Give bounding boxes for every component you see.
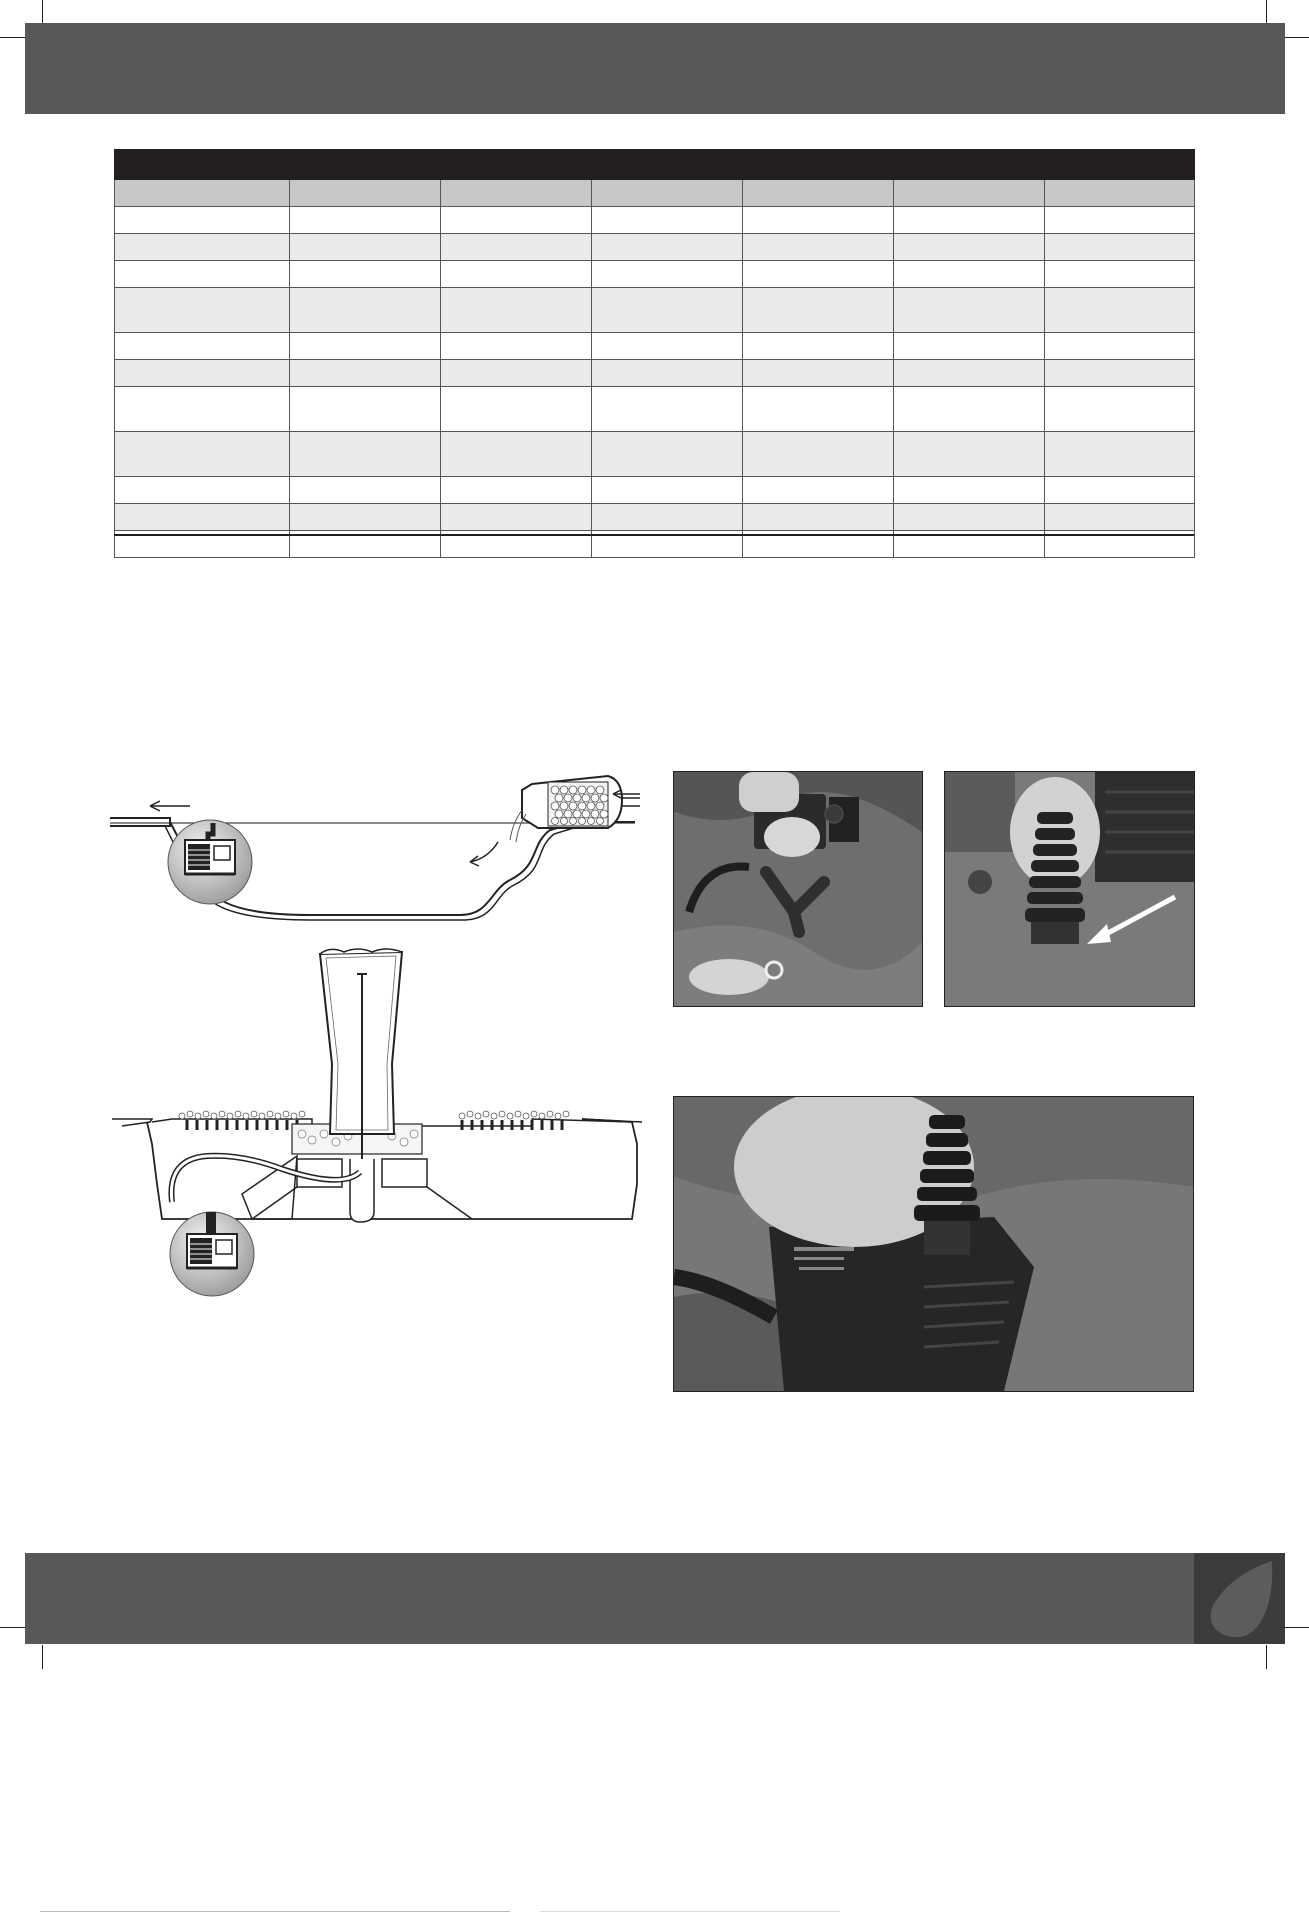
table-cell xyxy=(1045,333,1195,360)
table-cell xyxy=(115,333,290,360)
table-cell xyxy=(894,333,1045,360)
footer-rule xyxy=(40,1911,510,1912)
header-band xyxy=(25,23,1285,114)
table-cell xyxy=(592,432,743,477)
table-cell xyxy=(115,288,290,333)
table-cell xyxy=(290,504,441,531)
crop-mark xyxy=(1283,37,1309,38)
pump-magnifier xyxy=(168,820,252,904)
table-cell xyxy=(290,234,441,261)
table-cell xyxy=(894,207,1045,234)
footer-band xyxy=(25,1553,1285,1644)
biofalls-filter xyxy=(510,776,640,842)
water-drop-badge xyxy=(1194,1553,1285,1644)
table-cell xyxy=(441,288,592,333)
crop-mark xyxy=(1266,0,1267,24)
table-cell xyxy=(441,432,592,477)
table-cell xyxy=(894,477,1045,504)
table-cell xyxy=(290,477,441,504)
table-header-cell xyxy=(1045,180,1195,207)
table-cell xyxy=(290,360,441,387)
table-cell xyxy=(743,504,894,531)
table-cell xyxy=(115,504,290,531)
crop-mark xyxy=(0,37,26,38)
table-cell xyxy=(1045,477,1195,504)
table-cell xyxy=(441,207,592,234)
table-cell xyxy=(441,477,592,504)
table-header-cell xyxy=(441,180,592,207)
spec-table xyxy=(114,149,1195,558)
table-cell xyxy=(290,333,441,360)
table-cell xyxy=(894,234,1045,261)
water-drop-icon xyxy=(1194,1553,1285,1644)
table-header-cell xyxy=(743,180,894,207)
table-header-cell xyxy=(894,180,1045,207)
table-cell xyxy=(290,432,441,477)
table-cell xyxy=(1045,360,1195,387)
table-cell xyxy=(115,477,290,504)
table-cell xyxy=(441,234,592,261)
table-row xyxy=(115,387,1195,432)
table-cell xyxy=(115,234,290,261)
table-row xyxy=(115,288,1195,333)
table-cell xyxy=(743,432,894,477)
table-cell xyxy=(894,288,1045,333)
table-header-cell xyxy=(290,180,441,207)
table-cell xyxy=(743,333,894,360)
table-cell xyxy=(290,387,441,432)
table-cell xyxy=(743,207,894,234)
table-cell xyxy=(290,288,441,333)
table-cell xyxy=(290,207,441,234)
table-cell xyxy=(894,261,1045,288)
table-cell xyxy=(1045,207,1195,234)
table-cell xyxy=(1045,504,1195,531)
table-row xyxy=(115,477,1195,504)
table-cell xyxy=(441,387,592,432)
table-cell xyxy=(1045,234,1195,261)
pond-cross-section-diagram xyxy=(110,770,645,930)
table-cell xyxy=(743,477,894,504)
table-cell xyxy=(743,288,894,333)
table-cell xyxy=(1045,387,1195,432)
footer-rule xyxy=(540,1911,840,1912)
table-header-row xyxy=(115,180,1195,207)
table-cell xyxy=(592,477,743,504)
table-row xyxy=(115,360,1195,387)
fountain-basin-diagram xyxy=(112,944,642,1304)
table-cell xyxy=(441,504,592,531)
table-cell xyxy=(1045,288,1195,333)
table-cell xyxy=(115,387,290,432)
table-cell xyxy=(115,432,290,477)
table-cell xyxy=(592,207,743,234)
table-row xyxy=(115,207,1195,234)
table-cell xyxy=(1045,261,1195,288)
table-cell xyxy=(1045,432,1195,477)
section-divider xyxy=(114,534,1194,536)
crop-mark xyxy=(42,0,43,24)
table-cell xyxy=(743,360,894,387)
table-cell xyxy=(894,387,1045,432)
table-cell xyxy=(743,261,894,288)
pump-magnifier xyxy=(170,1212,254,1296)
table-cell xyxy=(592,288,743,333)
table-header-cell xyxy=(592,180,743,207)
table-cell xyxy=(592,261,743,288)
table-cell xyxy=(592,360,743,387)
table-cell xyxy=(290,261,441,288)
table-header-cell xyxy=(115,180,290,207)
table-cell xyxy=(115,207,290,234)
crop-mark xyxy=(1283,1627,1309,1628)
table-cell xyxy=(592,387,743,432)
table-row xyxy=(115,261,1195,288)
photo-adapter-assembly xyxy=(673,771,923,1007)
crop-mark xyxy=(1266,1645,1267,1669)
table-cell xyxy=(743,234,894,261)
table-row xyxy=(115,432,1195,477)
table-cell xyxy=(441,333,592,360)
table-cell xyxy=(894,360,1045,387)
table-row xyxy=(115,504,1195,531)
photo-hose-adapter-thread xyxy=(944,771,1195,1007)
table-cell xyxy=(115,261,290,288)
table-cell xyxy=(441,261,592,288)
table-title-row xyxy=(115,150,1195,180)
table-cell xyxy=(894,504,1045,531)
table-cell xyxy=(894,432,1045,477)
table-cell xyxy=(441,360,592,387)
table-row xyxy=(115,234,1195,261)
table-cell xyxy=(592,333,743,360)
table-cell xyxy=(592,504,743,531)
photo-adapter-on-pump xyxy=(673,1096,1194,1392)
table-cell xyxy=(592,234,743,261)
crop-mark xyxy=(42,1645,43,1669)
crop-mark xyxy=(0,1627,26,1628)
table-cell xyxy=(743,387,894,432)
table-cell xyxy=(115,360,290,387)
table-row xyxy=(115,333,1195,360)
